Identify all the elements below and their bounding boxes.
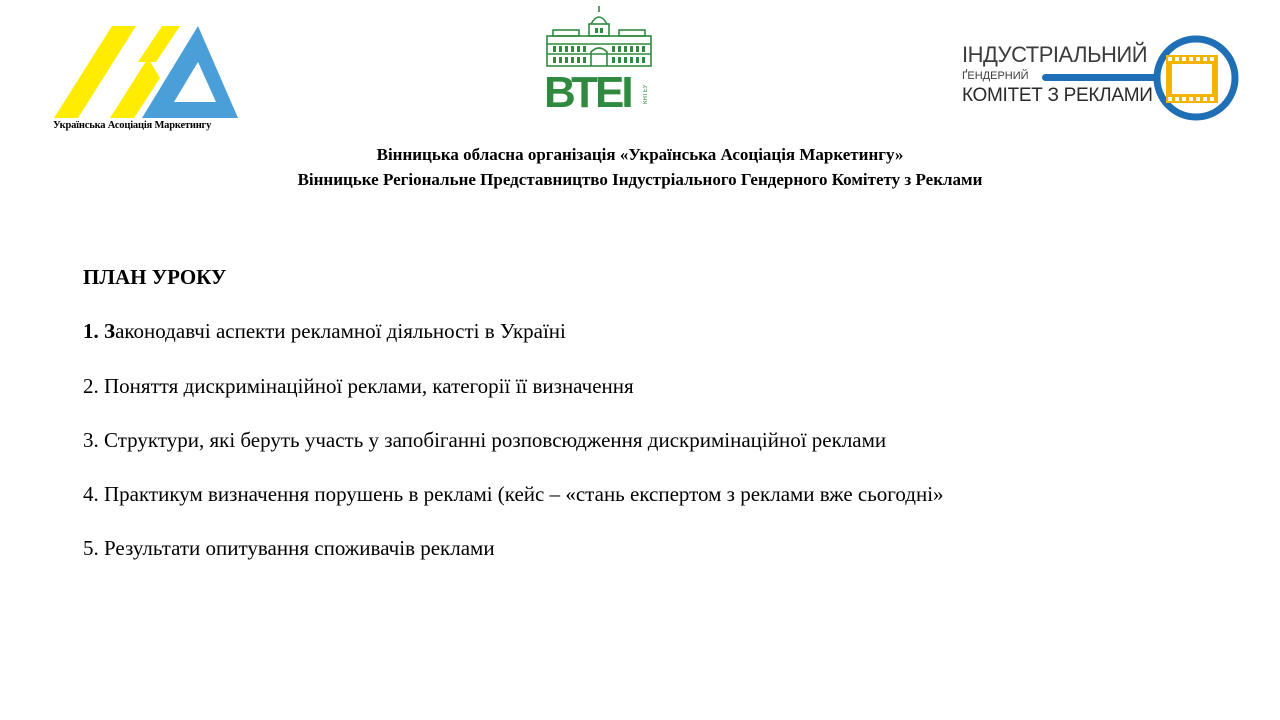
plan-item [83,482,944,507]
vtei-subtext: КНТЕУ [643,84,649,104]
plan-item-number: 4. [83,482,99,506]
plan-item-text: аконодавчі аспекти рекламної діяльності в Україні [115,319,566,343]
vtei-logo [543,4,655,116]
plan-item-number: 5. [83,536,99,560]
plan-item-number: 3. [83,428,99,452]
plan-item-first-letter: З [104,319,116,343]
uam-caption: Українська Асоціація Маркетингу [53,120,212,131]
building-icon [543,4,655,70]
plan-item [83,428,886,453]
plan-item-number: 1. [83,319,99,343]
plan-item [83,536,495,561]
igkr-line3: КОМІТЕТ З РЕКЛАМИ [962,85,1153,106]
plan-item [83,319,566,344]
uam-logo-mark [50,22,250,122]
plan-item [83,374,634,399]
igkr-line1: ІНДУСТРІАЛЬНИЙ [962,42,1148,67]
igkr-logo [958,32,1243,127]
plan-item-text: Результати опитування споживачів реклами [104,536,495,560]
uam-logo [50,22,250,137]
vtei-wordmark: ВТЕІ [544,68,631,117]
plan-item-text: Практикум визначення порушень в рекламі (кейс – «стань експертом з реклами вже сьогодні» [104,482,944,506]
igkr-line2: ҐЕНДЕРНИЙ [962,70,1029,82]
plan-item-text: Структури, які беруть участь у запобіганні розповсюдження дискримінаційної реклами [104,428,887,452]
plan-item-number: 2. [83,374,99,398]
plan-item-text: Поняття дискримінаційної реклами, категорії її визначення [104,374,634,398]
header-line-2: Вінницьке Регіональне Представництво Індустріального Гендерного Комітету з Реклами [297,170,983,189]
plan-title: ПЛАН УРОКУ [83,265,227,289]
header-line-1: Вінницька обласна організація «Українська Асоціація Маркетингу» [376,145,904,164]
